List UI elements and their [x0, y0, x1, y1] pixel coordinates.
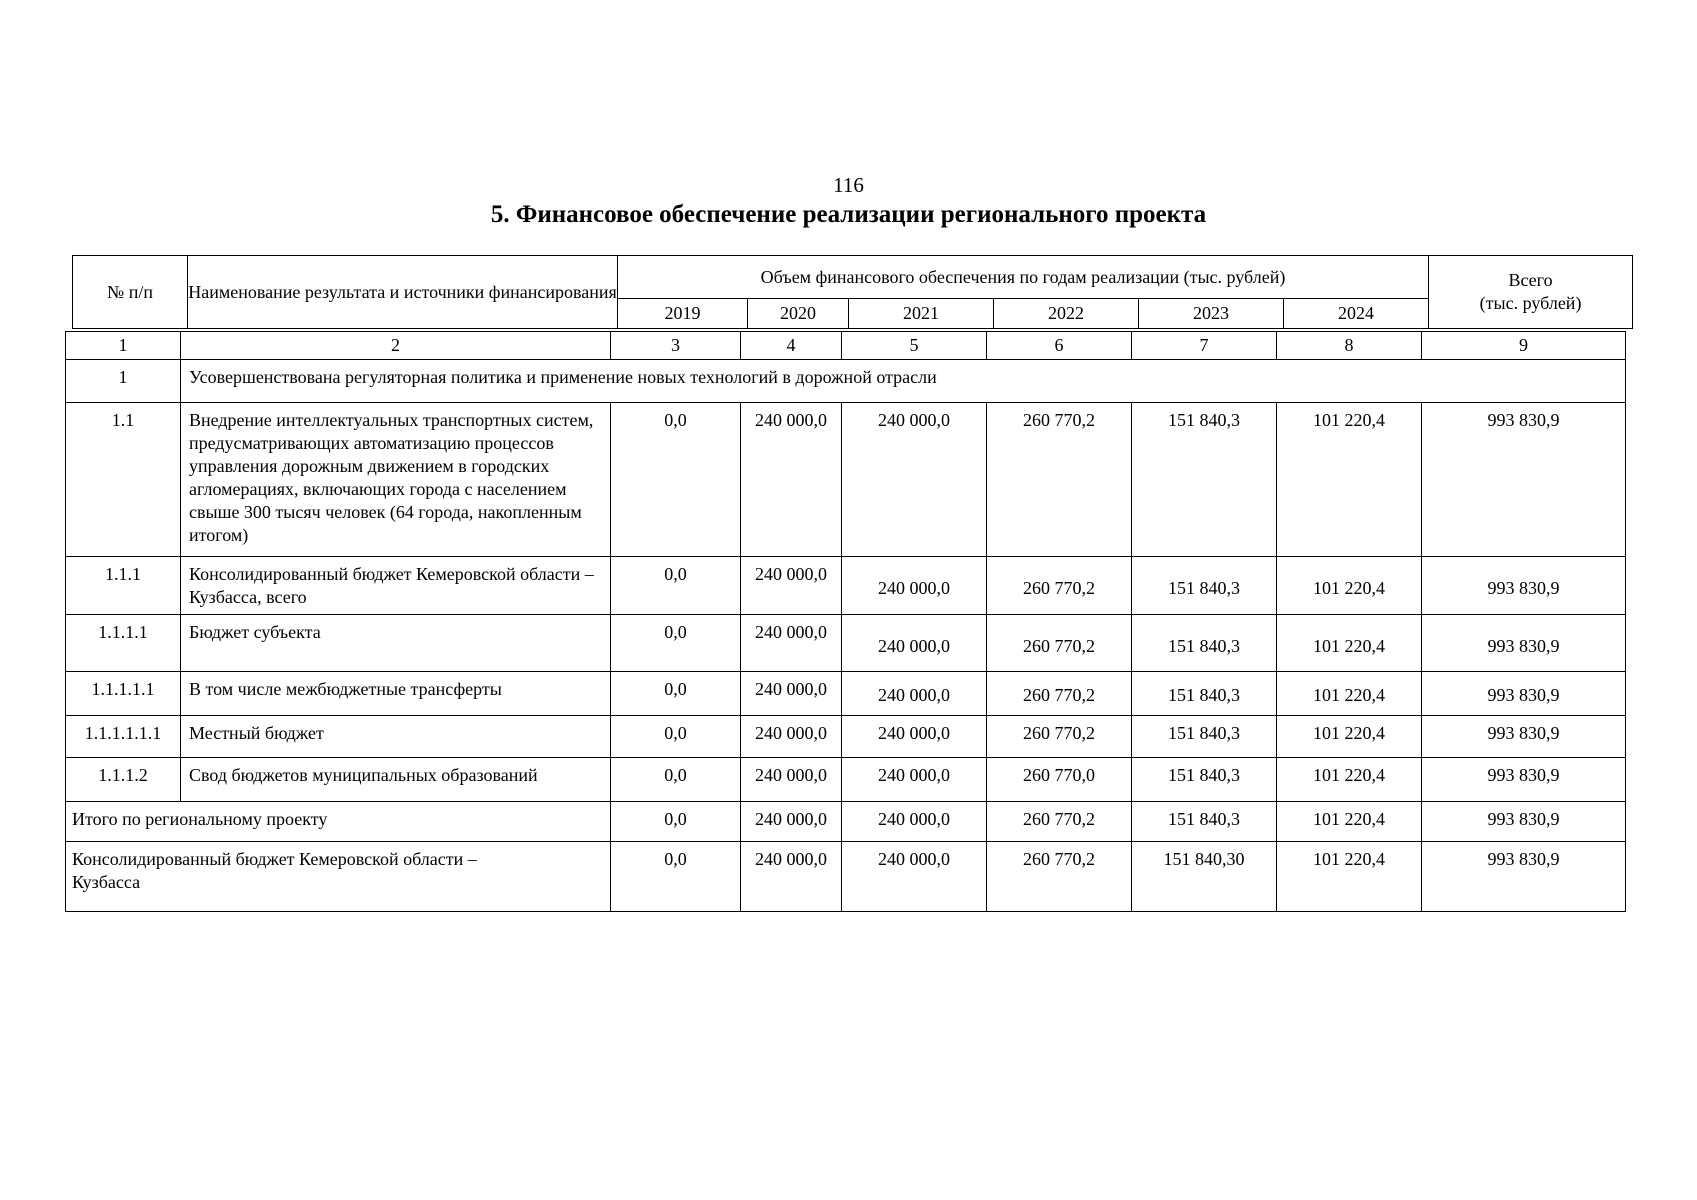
column-number: 3	[611, 332, 741, 360]
total-name: Итого по региональному проекту	[66, 802, 611, 842]
row-value-2021: 240 000,0	[842, 672, 987, 716]
row-num: 1.1.1.1	[66, 615, 181, 672]
row-value-2021: 240 000,0	[842, 615, 987, 672]
page-title: 5. Финансовое обеспечение реализации регионального проекта	[490, 201, 1207, 228]
section-num: 1	[66, 360, 181, 403]
section-title: Усовершенствована регуляторная политика и применение новых технологий в дорожной отрасли	[181, 360, 1626, 403]
page-number: 116	[833, 173, 864, 197]
column-number: 4	[741, 332, 842, 360]
row-value-total: 993 830,9	[1422, 716, 1626, 758]
row-num: 1.1.1.1.1.1	[66, 716, 181, 758]
total-value-2020: 240 000,0	[741, 802, 842, 842]
row-value-2023: 151 840,3	[1132, 615, 1277, 672]
header-year: 2019	[618, 299, 748, 329]
row-value-2024: 101 220,4	[1277, 615, 1422, 672]
row-value-2020: 240 000,0	[741, 615, 842, 672]
total-value-2024: 101 220,4	[1277, 842, 1422, 912]
row-value-2021: 240 000,0	[842, 403, 987, 557]
row-num: 1.1.1	[66, 557, 181, 615]
column-number: 8	[1277, 332, 1422, 360]
row-num: 1.1	[66, 403, 181, 557]
row-name: Свод бюджетов муниципальных образований	[181, 758, 611, 802]
header-year: 2020	[748, 299, 849, 329]
funding-table	[65, 331, 1626, 912]
total-value-2019: 0,0	[611, 802, 741, 842]
column-number-row	[66, 332, 1626, 360]
row-value-2023: 151 840,3	[1132, 716, 1277, 758]
total-name: Консолидированный бюджет Кемеровской области – Кузбасса	[66, 842, 611, 912]
total-row	[66, 802, 1626, 842]
row-value-2021: 240 000,0	[842, 758, 987, 802]
row-value-total: 993 830,9	[1422, 758, 1626, 802]
row-value-2019: 0,0	[611, 716, 741, 758]
row-name: Местный бюджет	[181, 716, 611, 758]
row-value-total: 993 830,9	[1422, 557, 1626, 615]
row-value-2020: 240 000,0	[741, 403, 842, 557]
row-value-2019: 0,0	[611, 557, 741, 615]
column-number: 1	[66, 332, 181, 360]
row-name: В том числе межбюджетные трансферты	[181, 672, 611, 716]
total-value-total: 993 830,9	[1422, 802, 1626, 842]
row-value-2020: 240 000,0	[741, 557, 842, 615]
column-number: 9	[1422, 332, 1626, 360]
row-value-2024: 101 220,4	[1277, 557, 1422, 615]
row-num: 1.1.1.1.1	[66, 672, 181, 716]
row-value-2019: 0,0	[611, 403, 741, 557]
header-name: Наименование результата и источники финансирования	[188, 256, 618, 329]
header-year: 2022	[994, 299, 1139, 329]
header-num: № п/п	[73, 256, 188, 329]
row-value-2024: 101 220,4	[1277, 716, 1422, 758]
row-num: 1.1.1.2	[66, 758, 181, 802]
row-value-2020: 240 000,0	[741, 758, 842, 802]
table-row	[66, 557, 1626, 615]
header-year: 2024	[1284, 299, 1429, 329]
row-name: Бюджет субъекта	[181, 615, 611, 672]
row-value-2023: 151 840,3	[1132, 403, 1277, 557]
column-number: 5	[842, 332, 987, 360]
header-total-line2: (тыс. рублей)	[1479, 293, 1582, 313]
total-value-2024: 101 220,4	[1277, 802, 1422, 842]
header-total-line1: Всего	[1508, 270, 1553, 290]
row-value-2020: 240 000,0	[741, 672, 842, 716]
row-value-2021: 240 000,0	[842, 557, 987, 615]
total-value-total: 993 830,9	[1422, 842, 1626, 912]
table-row	[66, 615, 1626, 672]
header-total	[1429, 256, 1633, 329]
header-year: 2021	[849, 299, 994, 329]
row-value-2022: 260 770,2	[987, 615, 1132, 672]
total-value-2021: 240 000,0	[842, 802, 987, 842]
row-value-2024: 101 220,4	[1277, 758, 1422, 802]
row-value-2021: 240 000,0	[842, 716, 987, 758]
total-value-2019: 0,0	[611, 842, 741, 912]
table-row	[66, 716, 1626, 758]
total-value-2022: 260 770,2	[987, 842, 1132, 912]
column-number: 7	[1132, 332, 1277, 360]
row-value-2019: 0,0	[611, 615, 741, 672]
total-value-2021: 240 000,0	[842, 842, 987, 912]
row-name: Консолидированный бюджет Кемеровской области – Кузбасса, всего	[181, 557, 611, 615]
row-name: Внедрение интеллектуальных транспортных систем, предусматривающих автоматизацию процессов управления дорожным движением в городских агломерациях, включающих города с населением свыше 300 тысяч человек (64 города, накопленным итогом)	[181, 403, 611, 557]
row-value-2022: 260 770,0	[987, 758, 1132, 802]
row-value-2022: 260 770,2	[987, 557, 1132, 615]
row-value-2022: 260 770,2	[987, 716, 1132, 758]
row-value-total: 993 830,9	[1422, 672, 1626, 716]
table-row	[66, 403, 1626, 557]
table-row	[66, 672, 1626, 716]
row-value-2022: 260 770,2	[987, 672, 1132, 716]
total-value-2022: 260 770,2	[987, 802, 1132, 842]
table-header	[72, 255, 1633, 329]
table-row	[66, 758, 1626, 802]
row-value-2023: 151 840,3	[1132, 758, 1277, 802]
row-value-2022: 260 770,2	[987, 403, 1132, 557]
total-row	[66, 842, 1626, 912]
row-value-2019: 0,0	[611, 672, 741, 716]
total-value-2023: 151 840,30	[1132, 842, 1277, 912]
section-row	[66, 360, 1626, 403]
row-value-total: 993 830,9	[1422, 403, 1626, 557]
row-value-2024: 101 220,4	[1277, 672, 1422, 716]
row-value-2024: 101 220,4	[1277, 403, 1422, 557]
total-value-2023: 151 840,3	[1132, 802, 1277, 842]
column-number: 2	[181, 332, 611, 360]
row-value-2020: 240 000,0	[741, 716, 842, 758]
row-value-2023: 151 840,3	[1132, 557, 1277, 615]
total-value-2020: 240 000,0	[741, 842, 842, 912]
header-year: 2023	[1139, 299, 1284, 329]
column-number: 6	[987, 332, 1132, 360]
header-volume: Объем финансового обеспечения по годам реализации (тыс. рублей)	[618, 256, 1429, 299]
row-value-total: 993 830,9	[1422, 615, 1626, 672]
row-value-2023: 151 840,3	[1132, 672, 1277, 716]
row-value-2019: 0,0	[611, 758, 741, 802]
